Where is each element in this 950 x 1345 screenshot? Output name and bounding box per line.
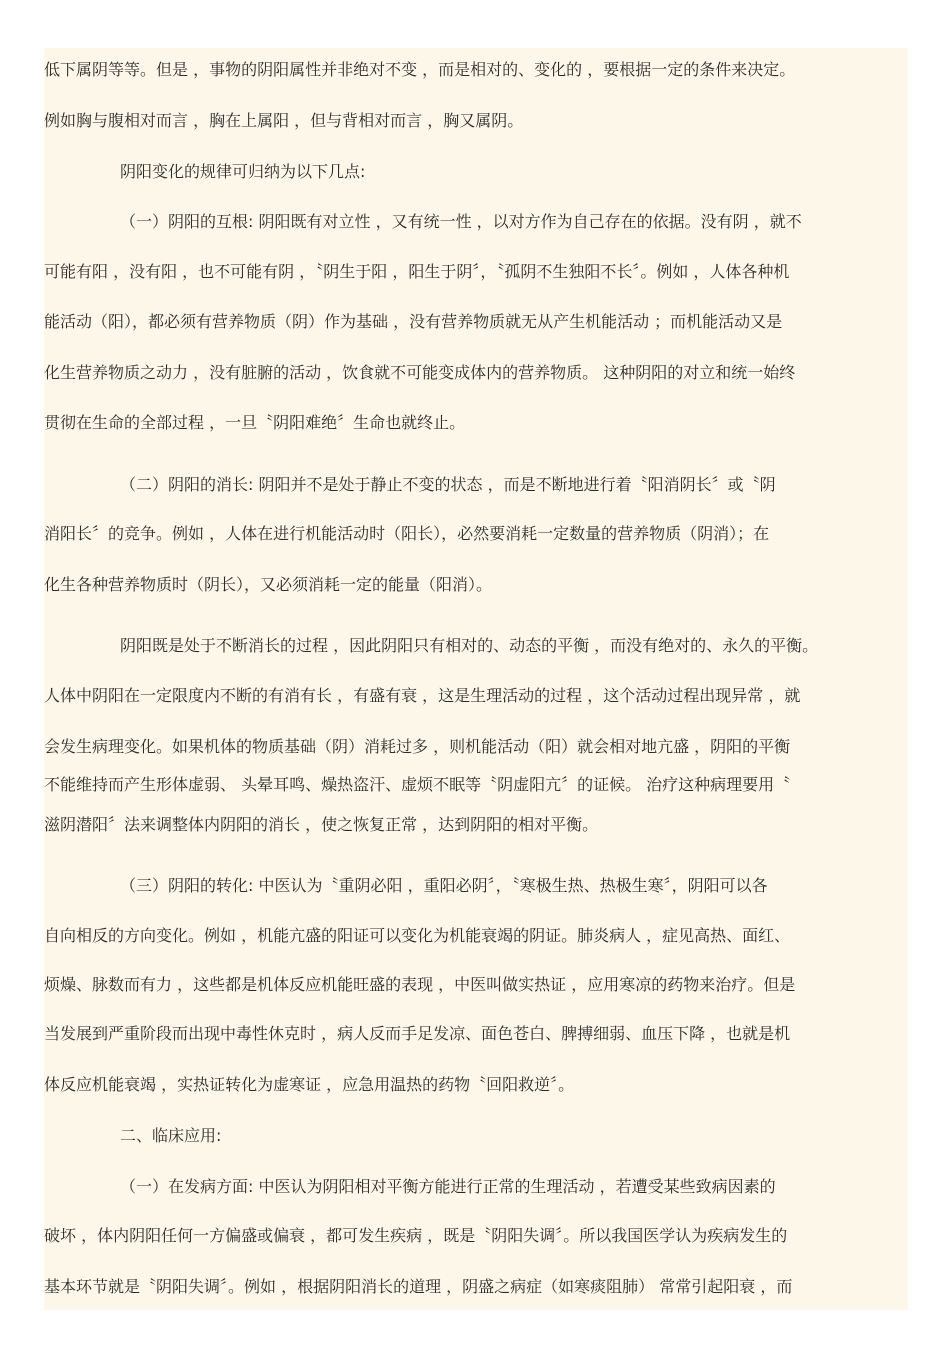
text-line: 滋阴潜阳〞法来调整体内阴阳的消长 ，使之恢复正常 ，达到阴阳的相对平衡。 [44,815,599,834]
text-line: 贯彻在生命的全部过程 ，一旦〝阴阳难绝〞生命也就终止。 [44,413,466,432]
text-line: 当发展到严重阶段而出现中毒性休克时 ，病人反而手足发凉、面色苍白、脾搏细弱、血压下降 ，也就是机 [44,1024,791,1043]
document-page [44,48,908,1310]
text-line: 例如胸与腹相对而言 ，胸在上属阳 ，但与背相对而言 ，胸又属阴。 [44,111,524,130]
text-line: 人体中阴阳在一定限度内不断的有消有长 ，有盛有衰 ，这是生理活动的过程 ，这个活动过程出现异常 ，就 [44,686,801,705]
text-line: 阴阳既是处于不断消长的过程 ，因此阴阳只有相对的、动态的平衡 ，而没有绝对的、永久的平衡。 [120,636,819,655]
text-line: （一）在发病方面: 中医认为阴阳相对平衡方能进行正常的生理活动 ，若遭受某些致病因素的 [120,1177,776,1196]
text-line: 基本环节就是〝阴阳失调〞。例如 ，根据阴阳消长的道理 ，阴盛之病症（如寒痰阻肺） 常常引起阳衰 ，而 [44,1277,793,1296]
text-line: 可能有阳 ，没有阳 ，也不可能有阴 ，〝阴生于阳 ，阳生于阴〞，〝孤阴不生独阳不长〞。例如 ，人体各种机 [44,262,790,281]
text-line: 体反应机能衰竭 ，实热证转化为虚寒证 ，应急用温热的药物〝回阳救逆〞。 [44,1075,575,1094]
text-line: 化生各种营养物质时（阴长），又必须消耗一定的能量（阳消）。 [44,575,493,594]
text-line: 会发生病理变化。如果机体的物质基础（阴）消耗过多 ，则机能活动（阳）就会相对地亢盛 ，阴阳的平衡 [44,737,791,756]
text-line: 低下属阴等等。但是 ，事物的阴阳属性并非绝对不变 ，而是相对的、变化的 ，要根据一定的条件来决定。 [44,60,796,79]
text-line: 破坏 ，体内阴阳任何一方偏盛或偏衰 ，都可发生疾病 ，既是〝阴阳失调〞。所以我国医学认为疾病发生的 [44,1226,788,1245]
text-line: （二）阴阳的消长: 阴阳并不是处于静止不变的状态 ，而是不断地进行着〝阳消阴长〞或〝阴 [120,475,776,494]
text-line: （一）阴阳的互根: 阴阳既有对立性 ，又有统一性 ，以对方作为自己存在的依据。没有阴 ，就不 [120,212,802,231]
text-line: 阴阳变化的规律可归纳为以下几点: [120,162,366,181]
text-line: 化生营养物质之动力 ，没有脏腑的活动 ，饮食就不可能变成体内的营养物质。 这种阴阳的对立和统一始终 [44,363,796,382]
text-line: 消阳长〞的竞争。例如 ，人体在进行机能活动时（阳长），必然要消耗一定数量的营养物质（阴消）；在 [44,524,770,543]
text-line: 能活动（阳），都必须有营养物质（阴）作为基础 ，没有营养物质就无从产生机能活动 ；而机能活动又是 [44,312,783,331]
text-line: 烦燥、脉数而有力 ，这些都是机体反应机能旺盛的表现 ，中医叫做实热证 ，应用寒凉的药物来治疗。但是 [44,975,796,994]
text-line: 自向相反的方向变化。例如 ，机能亢盛的阳证可以变化为机能衰竭的阴证。肺炎病人 ，症见高热、面红、 [44,926,791,945]
section-heading: 二、临床应用: [120,1126,222,1145]
text-line: 不能维持而产生形体虚弱、 头晕耳鸣、燥热盗汗、虚烦不眠等〝阴虚阳亢〞的证候。 治疗这种病理要用〝 [44,775,791,794]
text-line: （三）阴阳的转化: 中医认为〝重阴必阳 ，重阳必阴〞，〝寒极生热、热极生寒〞，阴阳可以各 [120,876,768,895]
